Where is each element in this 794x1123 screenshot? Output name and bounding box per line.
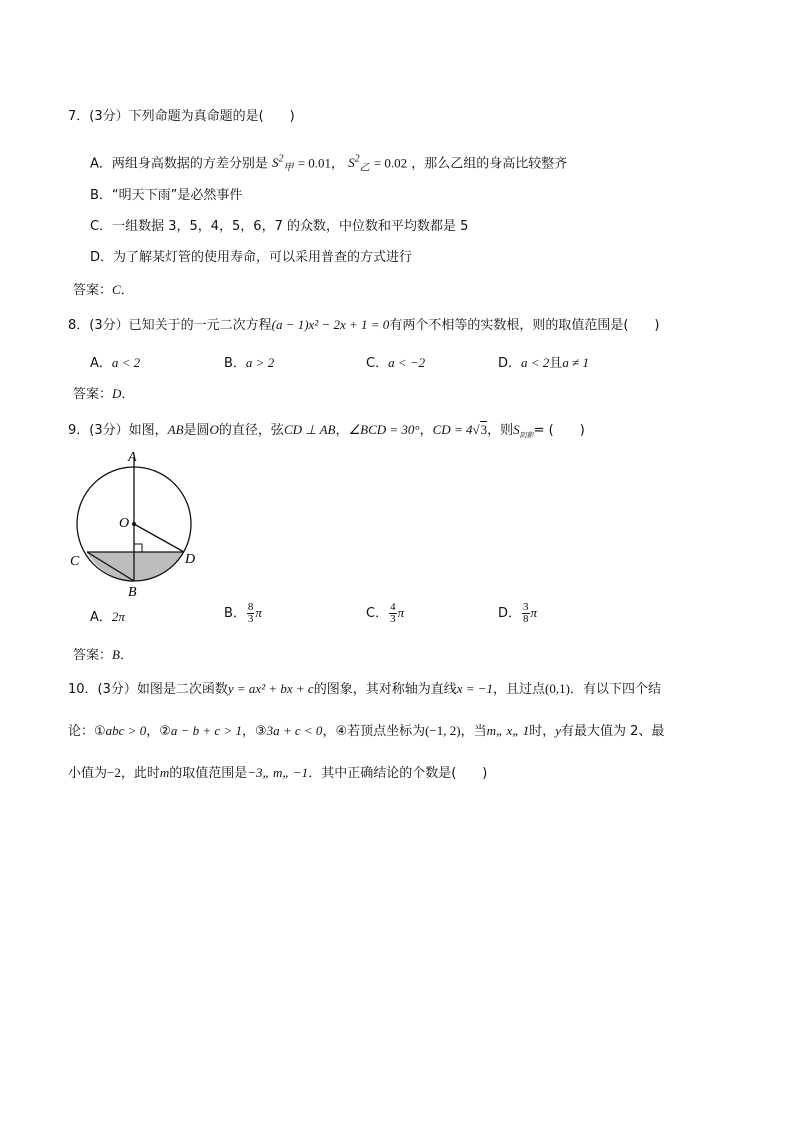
- q7-option-a-s2: $S^2_乙$: [348, 154, 370, 174]
- q7-option-a-s1: $S^2_甲$: [272, 154, 294, 174]
- q7-option-a-eq2: = 0.02: [373, 155, 408, 171]
- label-b: B: [128, 585, 137, 600]
- q9-stem: 9．(3分）如图，AB是圆O的直径，弦CD ⊥ AB，∠BCD = 30°，CD = 4√3，则$S_{阴影}=$ ( ): [68, 422, 585, 440]
- q7-option-a-suffix: ，那么乙组的身高比较整齐: [411, 156, 568, 172]
- q9-answer-value: B: [112, 647, 120, 662]
- q10-line-2: 论：①abc > 0，②a − b + c > 1，③3a + c < 0，④若顶点坐标为(−1, 2)，当m„ x„ 1时，y有最大值为 2、最: [68, 723, 665, 739]
- q7-option-a: [90, 151, 567, 178]
- q8-answer: 答案：D．: [73, 386, 135, 402]
- q7-answer-label: 答案：: [73, 283, 113, 298]
- q7-stem: 7．(3分）下列命题为真命题的是( ): [68, 109, 295, 124]
- q8-option-c: C．a < −2: [366, 355, 426, 371]
- q8-answer-value: D: [112, 386, 122, 401]
- q7-option-a-prefix: A．两组身高数据的方差分别是: [90, 156, 268, 172]
- center-point-o: [132, 522, 136, 526]
- q9-circle-diagram: [66, 446, 216, 602]
- q9-option-a: A．2π: [90, 609, 125, 625]
- q7-option-d: D．为了解某灯管的使用寿命，可以采用普查的方式进行: [90, 250, 413, 265]
- q9-options: [0, 602, 794, 632]
- shaded-region: [87, 552, 184, 581]
- q8-options: [0, 354, 794, 384]
- label-d: D: [185, 552, 196, 567]
- q10-line-3: 小值为−2，此时m的取值范围是−3„ m„ −1．其中正确结论的个数是( ): [68, 765, 488, 781]
- right-angle-mark: [134, 544, 142, 552]
- label-c: C: [70, 554, 80, 569]
- q8-option-d: D．a < 2且a ≠ 1: [498, 355, 589, 371]
- q8-equation: (a − 1)x² − 2x + 1 = 0: [271, 317, 390, 332]
- q9-option-c: C． $\frac{4}{3}$ π: [366, 601, 405, 625]
- q7-answer: 答案：C．: [73, 282, 134, 298]
- q7-option-c: C．一组数据 3，5，4，5，6，7 的众数，中位数和平均数都是 5: [90, 219, 469, 234]
- q8-option-a: A．a < 2: [90, 355, 141, 371]
- label-o: O: [119, 516, 130, 531]
- label-a: A: [128, 450, 137, 465]
- q8-option-b: B．a > 2: [224, 355, 275, 371]
- q9-option-d: D． $\frac{3}{8}$ π: [498, 601, 538, 625]
- q7-answer-value: C: [112, 282, 121, 297]
- q9-option-b: B． $\frac{8}{3}$ π: [224, 601, 262, 625]
- q7-option-a-eq1: = 0.01，: [297, 155, 345, 171]
- q8-stem: 8．(3分）已知关于的一元二次方程(a − 1)x² − 2x + 1 = 0有两个不相等的实数根，则的取值范围是( ): [68, 317, 660, 333]
- q7-option-b: B．“明天下雨”是必然事件: [90, 188, 243, 203]
- q10-line-1: 10．(3分）如图是二次函数y = ax² + bx + c的图象，其对称轴为直线x = −1，且过点(0,1)．有以下四个结: [68, 681, 661, 697]
- q9-shaded-area-symbol: $S_{阴影}$: [513, 422, 534, 440]
- q9-answer: 答案：B．: [73, 647, 133, 663]
